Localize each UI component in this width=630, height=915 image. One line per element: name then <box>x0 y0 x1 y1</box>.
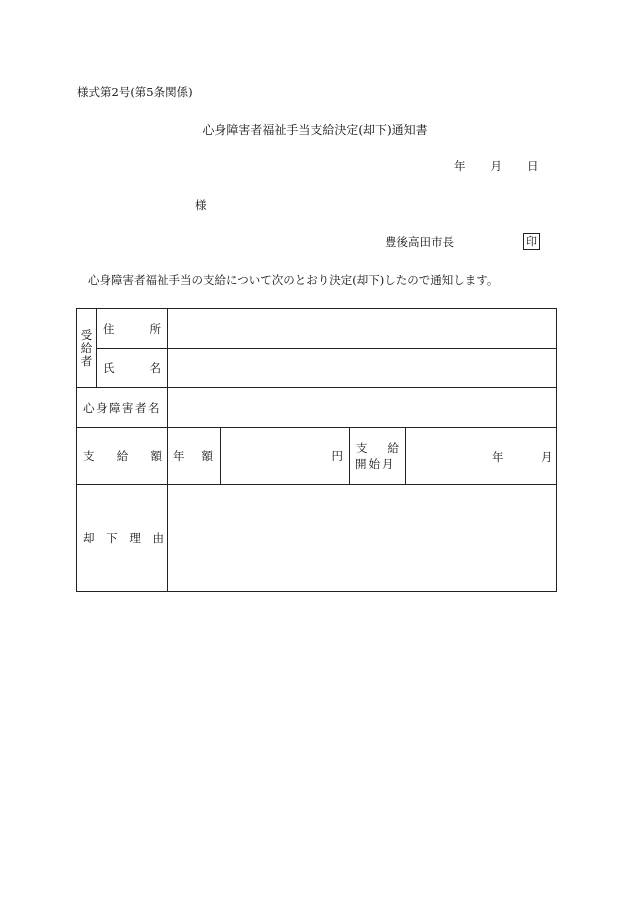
document-title: 心身障害者福祉手当支給決定(却下)通知書 <box>202 123 428 137</box>
start-month-unit: 月 <box>541 450 553 464</box>
form-number: 様式第2号(第5条関係) <box>77 85 193 99</box>
start-month-label: 支 給 開始月 <box>350 428 406 485</box>
rejection-reason-label: 却 下 理 由 <box>77 485 168 592</box>
yen-unit: 円 <box>331 449 343 463</box>
disabled-person-label: 心身障害者名 <box>77 388 168 428</box>
annual-amount-label: 年 額 <box>168 428 221 485</box>
start-month-field[interactable] <box>406 428 557 485</box>
start-year-unit: 年 <box>492 450 504 464</box>
date-month: 月 <box>490 159 502 173</box>
recipient-label: 受 給 者 <box>77 309 97 388</box>
rejection-reason-field[interactable] <box>168 485 557 592</box>
date-day: 日 <box>527 159 539 173</box>
seal-mark: 印 <box>523 233 540 250</box>
date-line <box>454 158 539 174</box>
date-year: 年 <box>454 159 466 173</box>
disabled-person-field[interactable] <box>168 388 557 428</box>
name-field[interactable] <box>168 349 557 388</box>
address-field[interactable] <box>168 309 557 349</box>
detail-table <box>76 308 557 592</box>
body-text: 心身障害者福祉手当の支給について次のとおり決定(却下)したので通知します。 <box>88 273 499 287</box>
annual-amount-field[interactable] <box>221 428 350 485</box>
addressee-suffix: 様 <box>195 198 207 212</box>
amount-label: 支 給 額 <box>77 428 168 485</box>
issuer: 豊後高田市長 <box>385 235 454 249</box>
name-label: 氏 名 <box>97 349 168 388</box>
address-label: 住 所 <box>97 309 168 349</box>
